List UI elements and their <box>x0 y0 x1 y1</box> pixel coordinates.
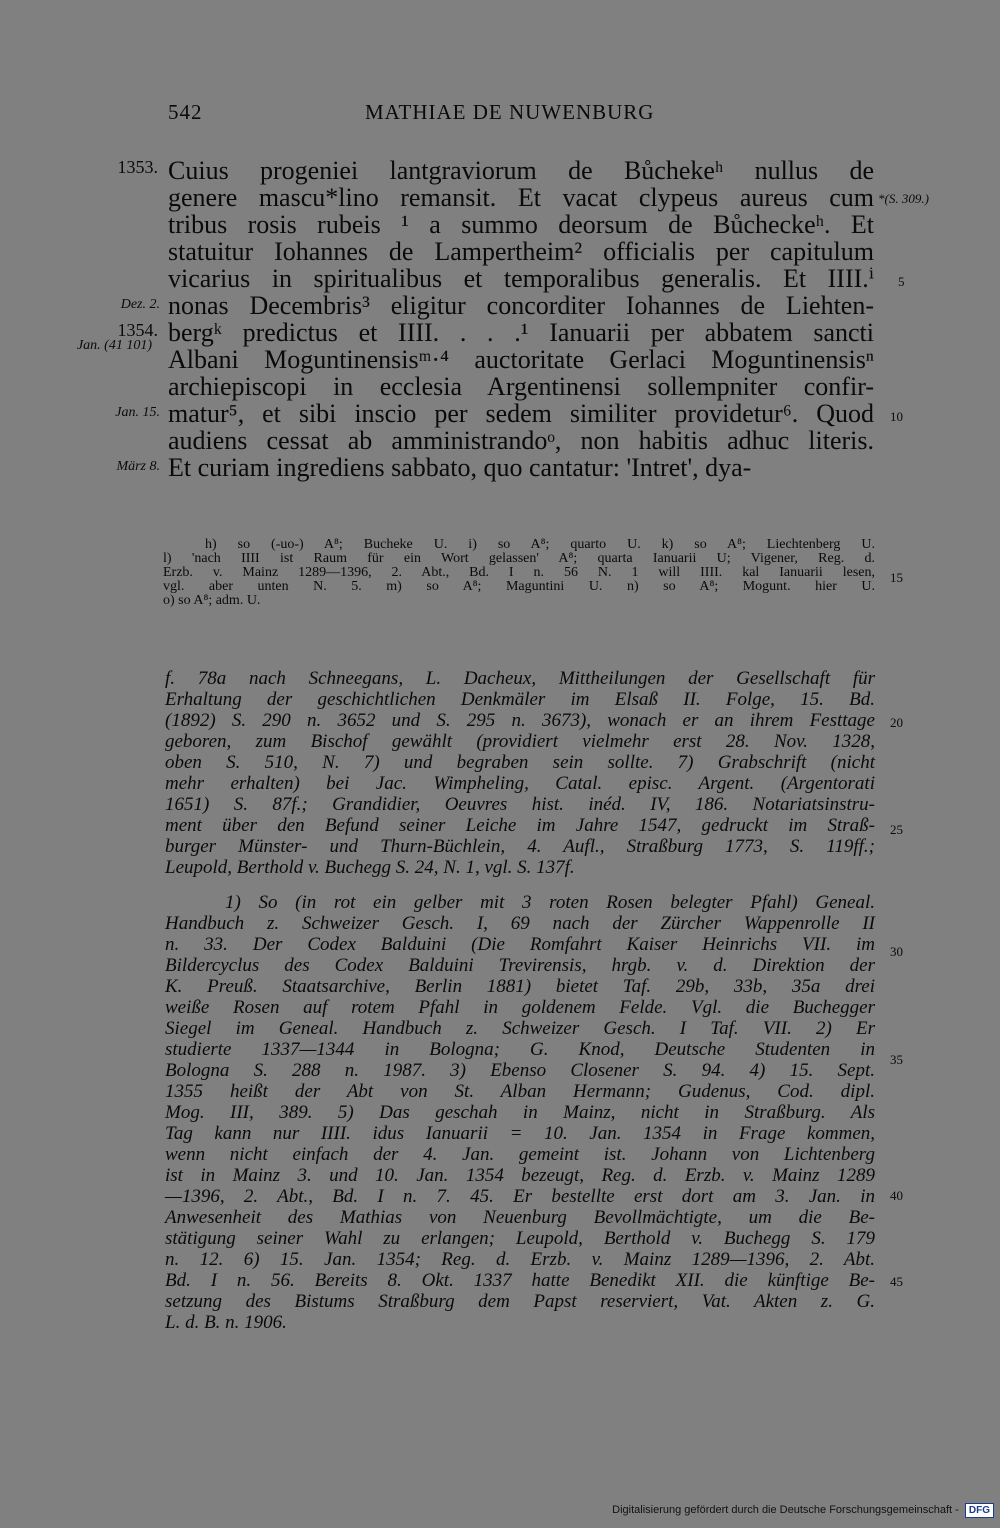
commentary-line: setzung des Bistums Straßburg dem Papst reserviert, Vat. Akten z. G. <box>165 1291 875 1312</box>
footnote-line: vgl. aber unten N. 5. m) so A⁸; Maguntini U. n) so A⁸; Mogunt. hier U. <box>163 579 875 594</box>
line-number: 40 <box>890 1188 903 1203</box>
commentary-line: Anwesenheit des Mathias von Neuenburg Bevollmächtigte, um die Be- <box>165 1207 875 1228</box>
footnote-line: l) 'nach IIII ist Raum für ein Wort gelassen' A⁸; quarta Ianuarii U; Vigener, Reg. d. <box>163 551 875 566</box>
commentary-line: Handbuch z. Schweizer Gesch. I, 69 nach der Zürcher Wappenrolle II <box>165 913 875 934</box>
main-line: Et curiam ingrediens sabbato, quo cantatur: 'Intret', dya- <box>168 453 752 482</box>
main-line: Albani Moguntinensisᵐ·⁴ auctoritate Gerlaci Moguntinensisⁿ <box>168 345 874 374</box>
running-title: MATHIAE DE NUWENBURG <box>365 100 655 124</box>
line-number: 45 <box>890 1274 903 1289</box>
line-number: 20 <box>890 715 903 730</box>
commentary-line: Bd. I n. 56. Bereits 8. Okt. 1337 hatte Benedikt XII. die künftige Be- <box>165 1270 875 1291</box>
line-number: 35 <box>890 1052 903 1067</box>
page-number: 542 <box>168 100 203 124</box>
main-line: tribus rosis rubeis ¹ a summo deorsum de Bůcheckeʰ. Et <box>168 210 874 239</box>
commentary-line: Bildercyclus des Codex Balduini Trevirensis, hrgb. v. d. Direktion der <box>165 955 875 976</box>
commentary-line: 1355 heißt der Abt von St. Alban Hermann; Gudenus, Cod. dipl. <box>165 1081 875 1102</box>
line-number: 5 <box>898 274 905 289</box>
commentary-line: —1396, 2. Abt., Bd. I n. 7. 45. Er bestellte erst dort am 3. Jan. in <box>165 1186 875 1207</box>
commentary-line: 1651) S. 87f.; Grandidier, Oeuvres hist. inéd. IV, 186. Notariatsinstru- <box>165 794 875 815</box>
main-line: matur⁵, et sibi inscio per sedem similiter providetur⁶. Quod <box>168 399 874 428</box>
commentary-line: wenn nicht einfach der 4. Jan. gemeint ist. Johann von Lichtenberg <box>165 1144 875 1165</box>
commentary-line: n. 12. 6) 15. Jan. 1354; Reg. d. Erzb. v. Mainz 1289—1396, 2. Abt. <box>165 1249 875 1270</box>
line-number: 25 <box>890 822 903 837</box>
commentary-line: Erhaltung der geschichtlichen Denkmäler im Elsaß II. Folge, 15. Bd. <box>165 689 875 710</box>
margin-date: Jan. (41 101) <box>76 338 152 353</box>
commentary-line: Siegel im Geneal. Handbuch z. Schweizer Gesch. I Taf. VII. 2) Er <box>165 1018 875 1039</box>
commentary-line: Leupold, Berthold v. Buchegg S. 24, N. 1, vgl. S. 137f. <box>165 857 575 878</box>
margin-date: März 8. <box>116 459 160 474</box>
footnote-line: Erzb. v. Mainz 1289—1396, 2. Abt., Bd. I n. 56 N. 1 will IIII. kal Ianuarii lesen, <box>163 565 875 580</box>
line-number: 30 <box>890 944 903 959</box>
line-number: 15 <box>890 570 903 585</box>
footnote-line: h) so (-uo-) A⁸; Bucheke U. i) so A⁸; quarto U. k) so A⁸; Liechtenberg U. <box>205 537 875 552</box>
dfg-logo: DFG <box>965 1503 994 1518</box>
commentary-line: geboren, zum Bischof gewählt (providiert vielmehr erst 28. Nov. 1328, <box>165 731 875 752</box>
main-line: statuitur Iohannes de Lampertheim² officialis per capitulum <box>168 237 874 266</box>
commentary-line: ment über den Befund seiner Leiche im Jahre 1547, gedruckt im Straß- <box>165 815 875 836</box>
line-number: 10 <box>890 409 903 424</box>
main-line: audiens cessat ab amministrandoᵒ, non habitis adhuc literis. <box>168 426 874 455</box>
margin-page-ref: *(S. 309.) <box>878 191 929 206</box>
commentary-line: mehr erhalten) bei Jac. Wimpheling, Catal. episc. Argent. (Argentorati <box>165 773 875 794</box>
funding-text: Digitalisierung gefördert durch die Deutsche Forschungsgemeinschaft - <box>612 1504 959 1516</box>
commentary-line: K. Preuß. Staatsarchive, Berlin 1881) bietet Taf. 29b, 33b, 35a drei <box>165 976 875 997</box>
main-line: vicarius in spiritualibus et temporalibus generalis. Et IIII.ⁱ <box>168 264 874 293</box>
funding-footer <box>612 1503 994 1518</box>
commentary-line: n. 33. Der Codex Balduini (Die Romfahrt Kaiser Heinrichs VII. im <box>165 934 875 955</box>
footnote-line: o) so A⁸; adm. U. <box>163 593 261 608</box>
main-line: nonas Decembris³ eligitur concorditer Iohannes de Liehten- <box>168 291 874 320</box>
commentary-line: ist in Mainz 3. und 10. Jan. 1354 bezeugt, Reg. d. Erzb. v. Mainz 1289 <box>165 1165 875 1186</box>
commentary-line: burger Münster- und Thurn-Büchlein, 4. Aufl., Straßburg 1773, S. 119ff.; <box>165 836 875 857</box>
commentary-line: L. d. B. n. 1906. <box>165 1312 287 1333</box>
commentary-line: studierte 1337—1344 in Bologna; G. Knod, Deutsche Studenten in <box>165 1039 875 1060</box>
margin-year: 1354. <box>117 320 158 340</box>
commentary-line: Mog. III, 389. 5) Das geschah in Mainz, nicht in Straßburg. Als <box>165 1102 875 1123</box>
commentary-line: Tag kann nur IIII. idus Ianuarii = 10. Jan. 1354 in Frage kommen, <box>165 1123 875 1144</box>
margin-year: 1353. <box>117 157 158 177</box>
commentary-line: stätigung seiner Wahl zu erlangen; Leupold, Berthold v. Buchegg S. 179 <box>165 1228 875 1249</box>
commentary-line: (1892) S. 290 n. 3652 und S. 295 n. 3673), wonach er an ihrem Festtage <box>165 710 875 731</box>
main-line: bergᵏ predictus et IIII. . . .¹ Ianuarii per abbatem sancti <box>168 318 874 347</box>
margin-date: Jan. 15. <box>115 405 160 420</box>
main-line: genere mascu*lino remansit. Et vacat clypeus aureus cum <box>168 183 874 212</box>
commentary-line: Bologna S. 288 n. 1987. 3) Ebenso Closener S. 94. 4) 15. Sept. <box>165 1060 875 1081</box>
margin-date: Dez. 2. <box>120 297 160 312</box>
commentary-line: oben S. 510, N. 7) und begraben sein sollte. 7) Grabschrift (nicht <box>165 752 875 773</box>
main-line: archiepiscopi in ecclesia Argentinensi sollempniter confir- <box>168 372 874 401</box>
commentary-line: 1) So (in rot ein gelber mit 3 roten Rosen belegter Pfahl) Geneal. <box>225 892 875 913</box>
main-line: Cuius progeniei lantgraviorum de Bůchekeʰ nullus de <box>168 156 874 185</box>
commentary-line: weiße Rosen auf rotem Pfahl in goldenem Felde. Vgl. die Buchegger <box>165 997 875 1018</box>
commentary-line: f. 78a nach Schneegans, L. Dacheux, Mittheilungen der Gesellschaft für <box>165 668 875 689</box>
